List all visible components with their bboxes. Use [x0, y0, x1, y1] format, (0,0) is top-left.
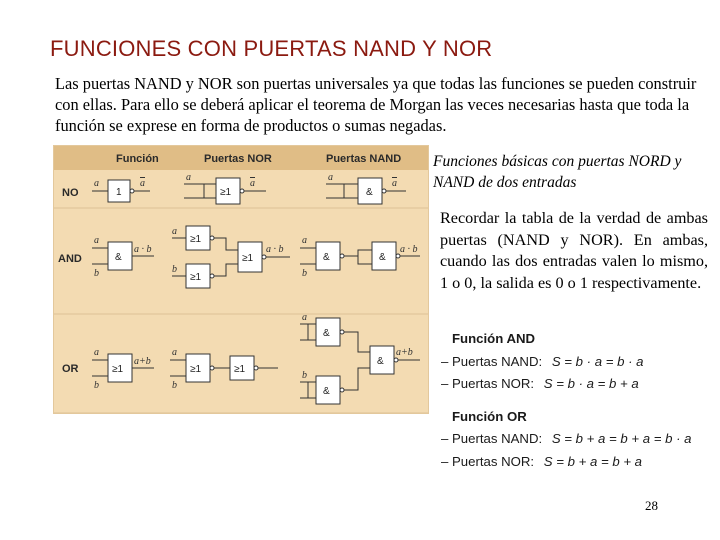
var-a: a — [186, 172, 191, 183]
expr-or-nand: a+b — [396, 347, 413, 358]
figure-caption: Funciones básicas con puertas NORD y NAND de dos entradas — [433, 153, 682, 191]
expr-and-nand: a · b — [400, 244, 418, 255]
gate-and-symbol: & — [115, 252, 122, 263]
gate-nor-symbol: ≥1 — [242, 253, 254, 264]
formula-or-nor-expr: S = b + a = b + a — [543, 454, 643, 469]
formula-or-nor-label: – Puertas NOR: — [441, 454, 535, 469]
var-a: a — [172, 347, 177, 358]
intro-paragraph: Las puertas NAND y NOR son puertas universales ya que todas las funciones se pueden construir con ellas. Para ello se deberá aplicar el teorema de Morgan las veces necesarias hasta que toda la función se exprese en forma de productos o sumas negadas. — [55, 74, 697, 135]
var-a: a — [94, 235, 99, 246]
var-b: b — [172, 264, 177, 275]
gate-table-figure — [53, 145, 429, 414]
formula-or-nand — [441, 431, 692, 446]
var-b: b — [172, 380, 177, 391]
formula-and-nand — [441, 354, 643, 369]
gate-nor-symbol: ≥1 — [190, 234, 202, 245]
formula-or-title: Función OR — [452, 409, 527, 424]
gate-nand-symbol: & — [379, 252, 386, 263]
var-a: a — [302, 312, 307, 323]
header-nor: Puertas NOR — [204, 153, 272, 165]
gate-nor-symbol: ≥1 — [234, 364, 246, 375]
formula-and-nor-expr: S = b · a = b + a — [543, 376, 639, 391]
gate-nand-symbol: & — [323, 252, 330, 263]
formula-and-title: Función AND — [452, 331, 536, 346]
formula-and-nand-expr: S = b · a = b · a — [551, 354, 644, 369]
var-a: a — [94, 347, 99, 358]
formula-or-nor — [441, 454, 642, 469]
gate-nor-symbol: ≥1 — [220, 187, 232, 198]
row-label-no: NO — [62, 187, 79, 199]
gate-table-diagram — [54, 146, 428, 413]
formula-and-nor-label: – Puertas NOR: — [441, 376, 535, 391]
gate-nor-symbol: ≥1 — [190, 364, 202, 375]
var-b: b — [302, 370, 307, 381]
expr-or: a+b — [134, 356, 151, 367]
var-a: a — [94, 178, 99, 189]
formula-and-nor — [441, 376, 639, 391]
var-b: b — [94, 380, 99, 391]
gate-or-symbol: ≥1 — [112, 364, 124, 375]
row-label-and: AND — [58, 253, 82, 265]
page-number: 28 — [645, 498, 658, 513]
gate-nand-symbol: & — [323, 386, 330, 397]
formula-and-nand-label: – Puertas NAND: — [441, 354, 543, 369]
header-nand: Puertas NAND — [326, 153, 402, 165]
gate-nand-symbol: & — [377, 356, 384, 367]
truth-table-note: Recordar la tabla de la verdad de ambas puertas (NAND y NOR). En ambas, cuando las dos entradas valen lo mismo, 1 o 0, la salida es 0 o 1 respectivamente. — [440, 209, 708, 292]
expr-and-nor: a · b — [266, 244, 284, 255]
var-a-neg: a — [140, 178, 145, 189]
gate-nand-symbol: & — [366, 187, 373, 198]
var-a: a — [302, 235, 307, 246]
gate-not-symbol: 1 — [116, 187, 122, 198]
formulas-panel — [440, 325, 705, 475]
var-a: a — [328, 172, 333, 183]
header-funcion: Función — [116, 153, 159, 165]
formula-or-nand-label: – Puertas NAND: — [441, 431, 543, 446]
slide-title: FUNCIONES CON PUERTAS NAND Y NOR — [50, 36, 493, 61]
row-label-or: OR — [62, 363, 79, 375]
var-b: b — [302, 268, 307, 279]
expr-and: a · b — [134, 244, 152, 255]
formula-or-nand-expr: S = b + a = b + a = b · a — [551, 431, 692, 446]
gate-nand-symbol: & — [323, 328, 330, 339]
var-b: b — [94, 268, 99, 279]
gate-nor-symbol: ≥1 — [190, 272, 202, 283]
var-a-neg: a — [250, 178, 255, 189]
var-a-neg: a — [392, 178, 397, 189]
var-a: a — [172, 226, 177, 237]
